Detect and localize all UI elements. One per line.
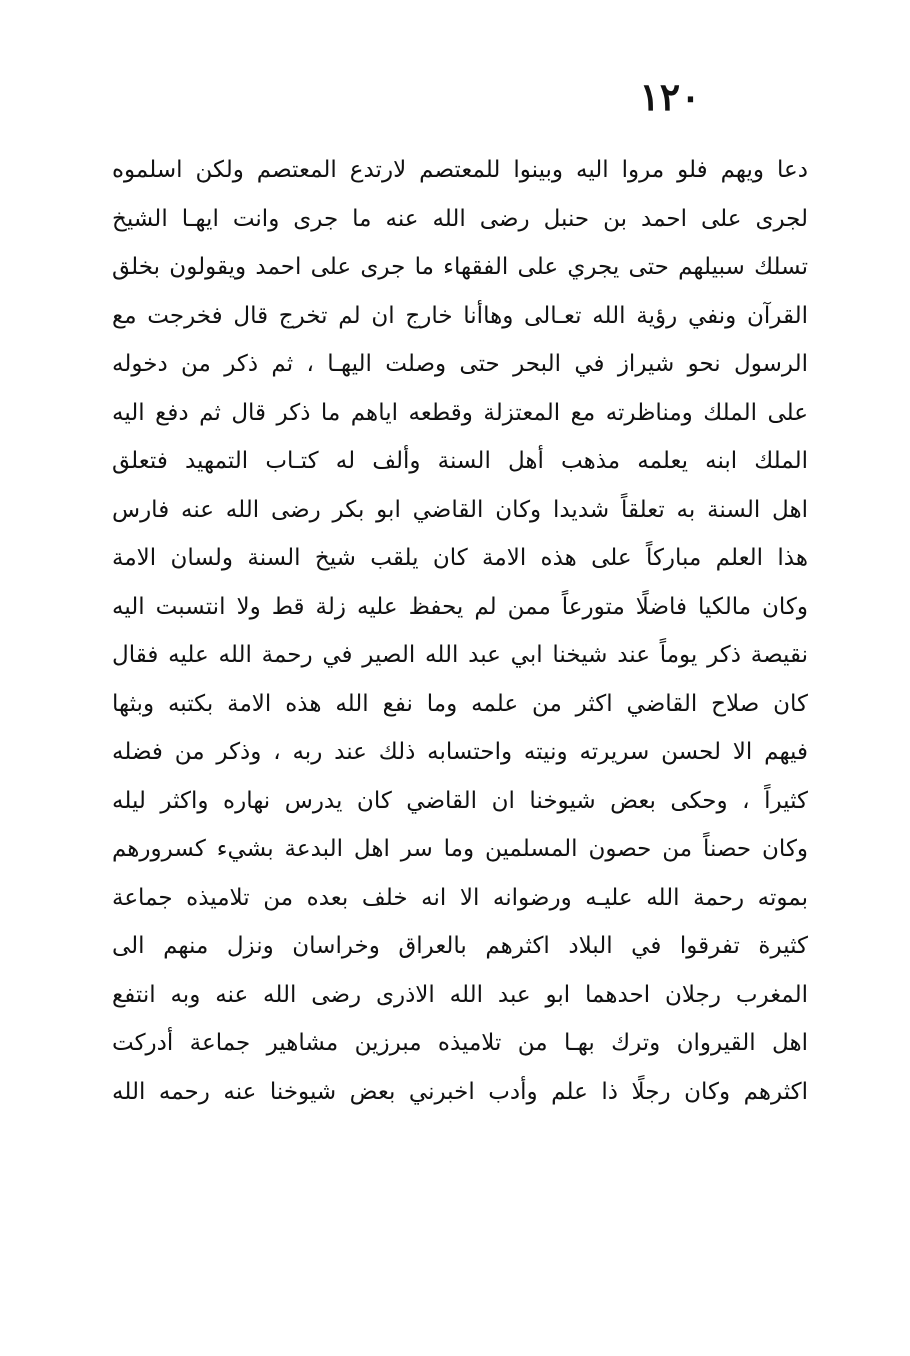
text-line: اكثرهم وكان رجلًا ذا علم وأدب اخبرني بعض شيوخنا عنه رحمه الله bbox=[112, 1078, 808, 1105]
body-text bbox=[112, 146, 808, 1116]
text-line: المغرب رجلان احدهما ابو عبد الله الاذرى رضى الله عنه وبه انتفع bbox=[112, 981, 808, 1008]
text-line: اهل القيروان وترك بهـا من تلاميذه مبرزين مشاهير جماعة أدركت bbox=[112, 1030, 808, 1056]
text-line: هذا العلم مباركاً على هذه الامة كان يلقب شيخ السنة ولسان الامة bbox=[112, 545, 808, 571]
text-line: نقيصة ذكر يوماً عند شيخنا ابي عبد الله الصير في رحمة الله عليه فقال bbox=[112, 642, 808, 668]
text-line: على الملك ومناظرته مع المعتزلة وقطعه اياهم ما ذكر قال ثم دفع اليه bbox=[112, 399, 808, 426]
text-line: كثيرة تفرقوا في البلاد اكثرهم بالعراق وخراسان ونزل منهم الى bbox=[112, 933, 808, 959]
text-line: كان صلاح القاضي اكثر من علمه وما نفع الله هذه الامة بكتبه وبثها bbox=[112, 690, 808, 717]
text-line: وكان مالكيا فاضلًا متورعاً ممن لم يحفظ عليه زلة قط ولا انتسبت اليه bbox=[112, 593, 808, 620]
text-line: لجرى على احمد بن حنبل رضى الله عنه ما جرى وانت ايهـا الشيخ bbox=[112, 205, 808, 232]
page-number: ١٢٠ bbox=[639, 74, 701, 119]
text-line: وكان حصناً من حصون المسلمين وما سر اهل البدعة بشيء كسرورهم bbox=[112, 836, 808, 862]
text-line: فيهم الا لحسن سريرته ونيته واحتسابه ذلك عند ربه ، وذكر من فضله bbox=[112, 739, 808, 765]
text-line: بموته رحمة الله عليـه ورضوانه الا انه خلف بعده من تلاميذه جماعة bbox=[112, 884, 808, 911]
text-line: كثيراً ، وحكى بعض شيوخنا ان القاضي كان يدرس نهاره واكثر ليله bbox=[112, 787, 808, 814]
text-line: اهل السنة به تعلقاً شديدا وكان القاضي ابو بكر رضى الله عنه فارس bbox=[112, 496, 808, 523]
text-line: الرسول نحو شيراز في البحر حتى وصلت اليهـا ، ثم ذكر من دخوله bbox=[112, 351, 808, 377]
text-line: الملك ابنه يعلمه مذهب أهل السنة وألف له كتـاب التمهيد فتعلق bbox=[112, 448, 808, 474]
text-line: تسلك سبيلهم حتى يجري على الفقهاء ما جرى على احمد ويقولون بخلق bbox=[112, 254, 808, 280]
text-line: القرآن ونفي رؤية الله تعـالى وهاأنا خارج ان لم تخرج قال فخرجت مع bbox=[112, 302, 808, 329]
text-line: دعا ويهم فلو مروا اليه وبينوا للمعتصم لارتدع المعتصم ولكن اسلموه bbox=[112, 157, 808, 183]
